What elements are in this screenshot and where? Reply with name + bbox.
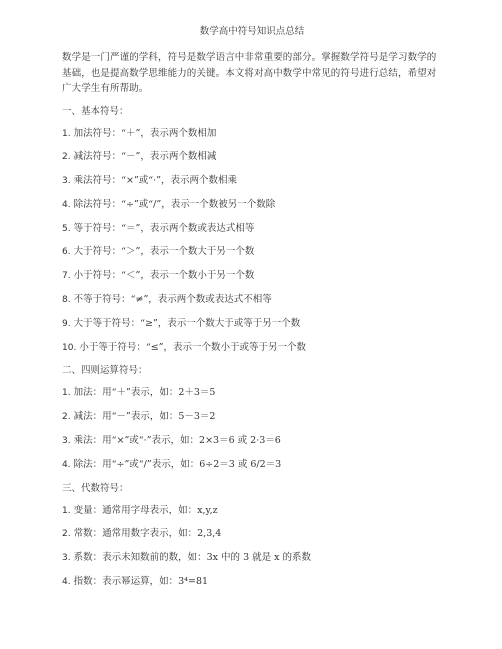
item-number: 2. xyxy=(62,152,71,163)
list-item xyxy=(62,149,442,165)
list-item xyxy=(62,268,442,284)
list-item xyxy=(62,457,442,473)
list-item xyxy=(62,526,442,542)
list-item xyxy=(62,126,442,142)
item-number: 2. xyxy=(62,529,71,540)
list-item xyxy=(62,173,442,189)
list-item xyxy=(62,340,442,356)
intro-paragraph: 数学是一门严谨的学科，符号是数学语言中非常重要的部分。掌握数学符号是学习数学的基础，也是提高数学思维能力的关键。本文将对高中数学中常见的符号进行总结，希望对广大学生有所帮助。 xyxy=(62,52,437,94)
section-algebra-symbols xyxy=(62,481,442,590)
item-number: 10. xyxy=(62,342,77,353)
item-text: 大于符号：“＞”，表示一个数大于另一个数 xyxy=(73,246,255,258)
item-number: 4. xyxy=(62,199,71,210)
item-text: 加法符号：“＋”，表示两个数相加 xyxy=(73,127,217,139)
list-item xyxy=(62,244,442,260)
item-number: 1. xyxy=(62,388,71,399)
item-text: 系数：表示未知数前的数，如：3x 中的 3 就是 x 的系数 xyxy=(73,552,312,564)
section-basic-symbols xyxy=(62,104,442,356)
item-number: 2. xyxy=(62,412,71,423)
item-text: 小于符号：“＜”，表示一个数小于另一个数 xyxy=(73,270,255,282)
list-item xyxy=(62,409,442,425)
item-text: 不等于符号：“≠”，表示两个数或表达式不相等 xyxy=(73,294,272,306)
item-number: 1. xyxy=(62,505,71,516)
item-text: 减法符号：“－”，表示两个数相减 xyxy=(73,151,217,163)
item-text: 乘法：用“×”或“·”表示，如：2×3＝6 或 2·3＝6 xyxy=(73,435,281,447)
list-item xyxy=(62,503,442,519)
document-title: 数学高中符号知识点总结 xyxy=(199,26,305,37)
item-number: 3. xyxy=(62,436,71,447)
item-text: 减法：用“－”表示，如：5－3＝2 xyxy=(73,411,216,423)
list-item xyxy=(62,316,442,332)
list-item xyxy=(62,197,442,213)
list-item xyxy=(62,292,442,308)
item-number: 3. xyxy=(62,176,71,187)
item-number: 4. xyxy=(62,577,71,588)
list-item xyxy=(62,385,442,401)
item-number: 1. xyxy=(62,128,71,139)
item-number: 6. xyxy=(62,247,71,258)
item-text: 常数：通常用数字表示，如：2,3,4 xyxy=(73,528,222,540)
item-text: 指数：表示幂运算，如：3⁴=81 xyxy=(73,576,209,588)
item-number: 9. xyxy=(62,318,71,329)
item-number: 7. xyxy=(62,271,71,282)
list-item xyxy=(62,550,442,566)
document-page xyxy=(62,26,442,598)
item-text: 乘法符号：“×”或“·”，表示两个数相乘 xyxy=(73,175,238,187)
section-heading: 三、代数符号： xyxy=(62,482,129,494)
item-number: 5. xyxy=(62,223,71,234)
item-number: 3. xyxy=(62,553,71,564)
item-text: 变量：通常用字母表示，如：x,y,z xyxy=(73,504,218,516)
section-heading: 二、四则运算符号： xyxy=(62,365,148,377)
list-item xyxy=(62,574,442,590)
section-heading: 一、基本符号： xyxy=(62,105,129,117)
item-text: 等于符号：“＝”，表示两个数或表达式相等 xyxy=(73,222,255,234)
item-text: 大于等于符号：“≥”，表示一个数大于或等于另一个数 xyxy=(73,317,301,329)
item-number: 8. xyxy=(62,295,71,306)
section-arithmetic-symbols xyxy=(62,363,442,472)
item-number: 4. xyxy=(62,459,71,470)
item-text: 加法：用“＋”表示，如：2＋3＝5 xyxy=(73,387,216,399)
item-text: 小于等于符号：“≤”，表示一个数小于或等于另一个数 xyxy=(79,341,307,353)
item-text: 除法符号：“÷”或“/”，表示一个数被另一个数除 xyxy=(73,198,276,210)
list-item xyxy=(62,221,442,237)
list-item xyxy=(62,433,442,449)
item-text: 除法：用“÷”或“/”表示，如：6÷2＝3 或 6/2＝3 xyxy=(73,458,282,470)
